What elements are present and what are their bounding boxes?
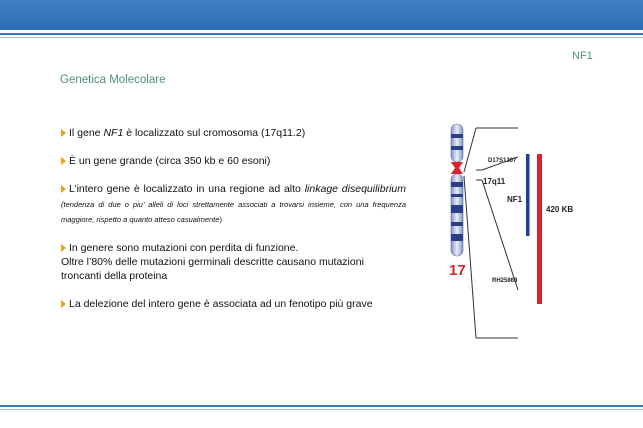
gene-label: NF1 [507,195,523,204]
chromosome-band [451,194,463,197]
bullet-list [61,126,406,325]
bullet-arrow-icon [61,129,66,137]
bottom-divider-thin [0,409,643,410]
top-divider [0,33,643,35]
bullet-item: La delezione del intero gene è associata ad un fenotipo più grave [61,297,406,311]
bullet-arrow-icon [61,300,66,308]
connector-line [464,128,476,172]
region-bar [537,154,542,304]
chromosome-band [451,234,463,241]
chromosome-band [451,134,463,138]
bullet-arrow-icon [61,185,66,193]
bullet-arrow-icon [61,157,66,165]
bullet-item: In genere sono mutazioni con perdita di funzione. Oltre l’80% delle mutazioni germinali descritte causano mutazioni troncanti della proteina [61,242,364,282]
bullet-arrow-icon [61,244,66,252]
bullet-item: Il gene NF1 è localizzato sul cromosoma (17q11.2) [61,126,406,140]
connector-line [464,176,476,338]
title-bar [0,0,643,30]
gene-bar [526,154,530,236]
section-title: Genetica Molecolare [60,74,166,86]
top-divider-thin [0,37,643,38]
chromosome-p-arm [451,124,463,162]
marker-bottom-label: RH25868 [492,278,518,284]
chromosome-band [451,146,463,150]
bottom-divider [0,405,643,407]
chromosome-diagram [440,110,580,360]
size-label: 420 KB [546,205,574,214]
bullet-item: È un gene grande (circa 350 kb e 60 esoni) [61,154,406,168]
chromosome-band [451,205,463,213]
chromosome-band [451,222,463,226]
chromosome-band [451,182,463,187]
band-label: 17q11 [483,177,506,186]
marker-top-label: D17S1307 [488,158,517,164]
centromere [451,162,463,174]
chromosome-number: 17 [449,262,466,279]
chromosome-figure [440,110,580,360]
bullet-item: L’intero gene è localizzato in una regione ad alto linkage disequilibrium (tendenza di due o piu’ alleli di loci strettamente associati a trovarsi insieme, con una frequenza maggiore, rispetto a quanto atteso casualmente) [61,183,406,224]
corner-label: NF1 [572,50,593,62]
